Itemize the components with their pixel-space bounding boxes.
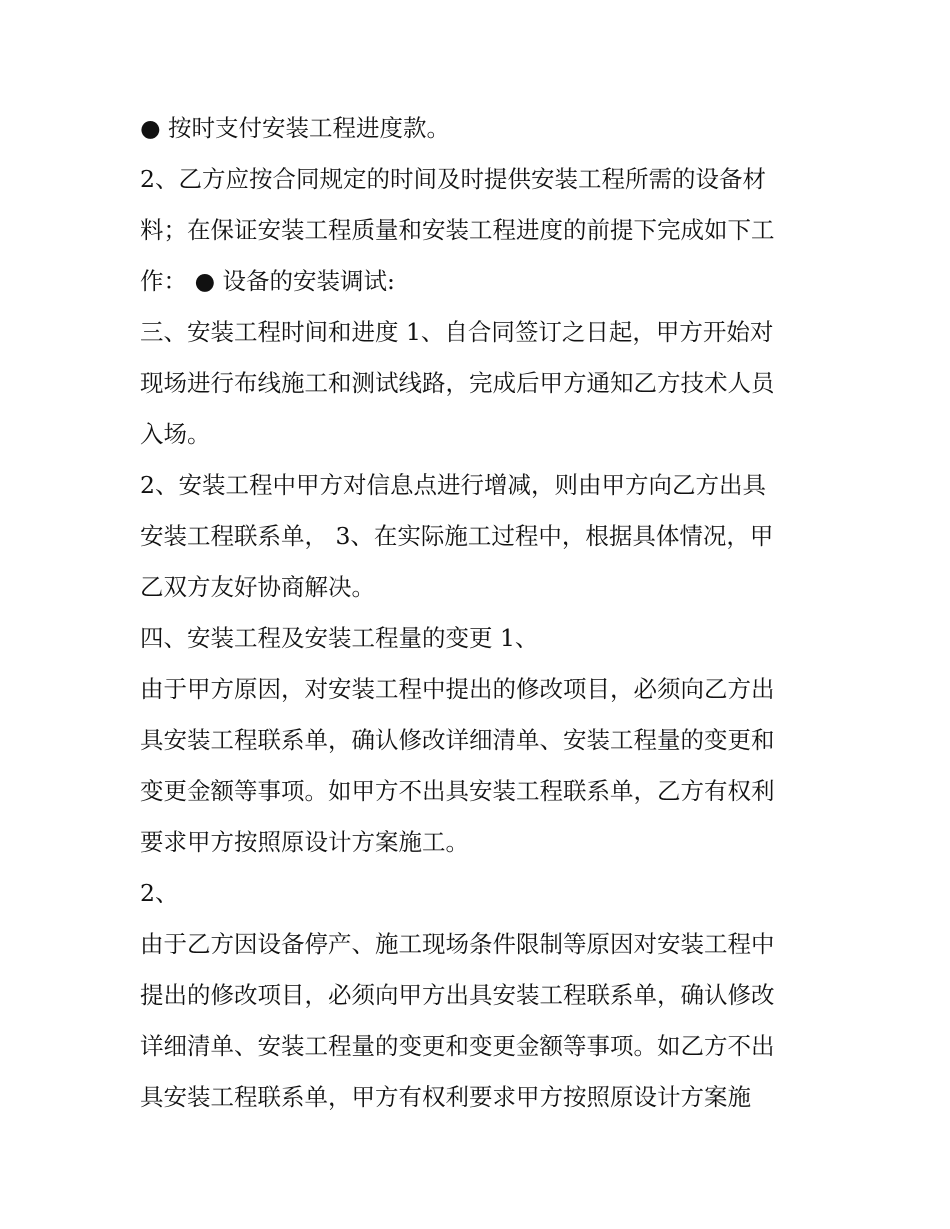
text-line: 由于甲方原因，对安装工程中提出的修改项目，必须向乙方出: [140, 675, 775, 703]
text-line: 2、乙方应按合同规定的时间及时提供安装工程所需的设备材: [140, 165, 766, 193]
text-line: 具安装工程联系单，确认修改详细清单、安装工程量的变更和: [140, 726, 775, 754]
text-line: 2、: [140, 879, 179, 907]
text-line: 入场。: [140, 420, 211, 448]
text-line: 作： ● 设备的安装调试:: [140, 267, 395, 295]
text-line: 安装工程联系单， 3、在实际施工过程中，根据具体情况，甲: [140, 522, 774, 550]
text-line: 2、安装工程中甲方对信息点进行增减，则由甲方向乙方出具: [140, 471, 766, 499]
text-line: 由于乙方因设备停产、施工现场条件限制等原因对安装工程中: [140, 930, 775, 958]
text-line: 详细清单、安装工程量的变更和变更金额等事项。如乙方不出: [140, 1032, 775, 1060]
text-line: 四、安装工程及安装工程量的变更 1、: [140, 624, 539, 652]
text-line: 三、安装工程时间和进度 1、自合同签订之日起，甲方开始对: [140, 318, 774, 346]
text-line: 要求甲方按照原设计方案施工。: [140, 828, 469, 856]
text-line: 乙双方友好协商解决。: [140, 573, 375, 601]
text-line: 提出的修改项目，必须向甲方出具安装工程联系单，确认修改: [140, 981, 775, 1009]
text-line: 现场进行布线施工和测试线路，完成后甲方通知乙方技术人员: [140, 369, 775, 397]
text-line: 料；在保证安装工程质量和安装工程进度的前提下完成如下工: [140, 216, 775, 244]
text-line: 变更金额等事项。如甲方不出具安装工程联系单，乙方有权利: [140, 777, 775, 805]
text-line: 具安装工程联系单，甲方有权利要求甲方按照原设计方案施: [140, 1083, 751, 1111]
text-line: ● 按时支付安装工程进度款。: [140, 114, 450, 142]
